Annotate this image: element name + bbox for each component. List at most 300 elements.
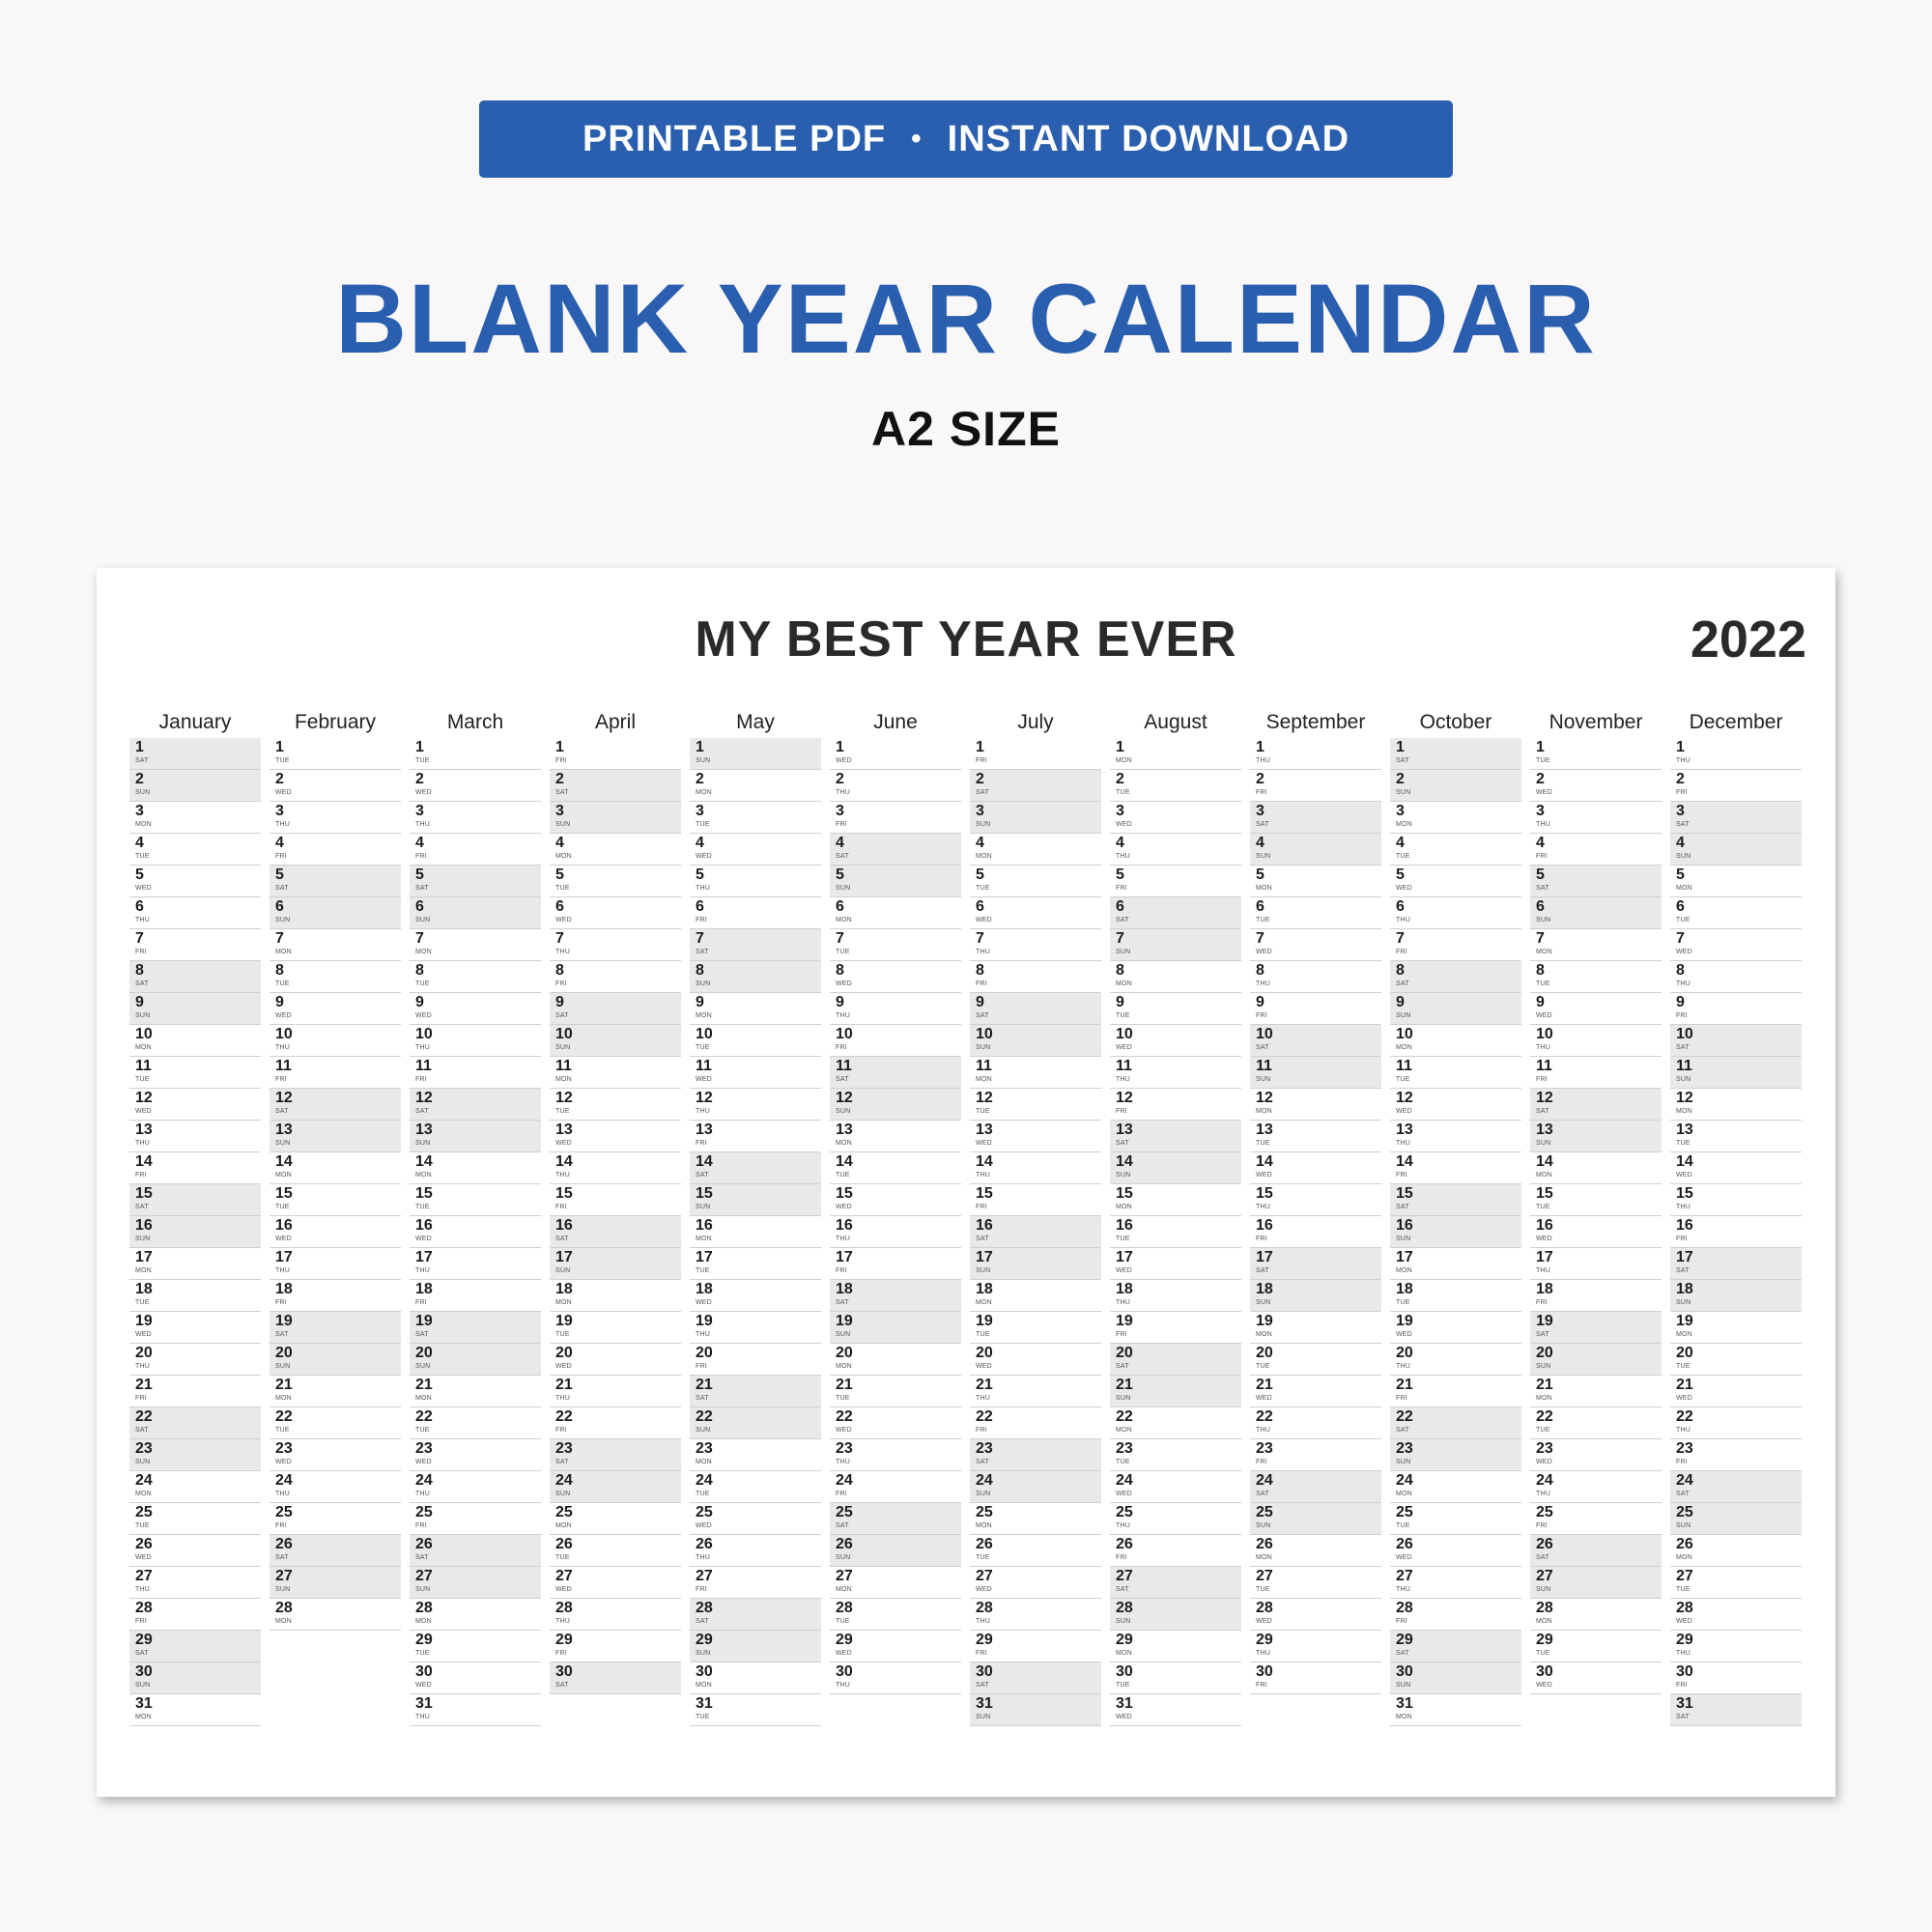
day-cell	[1390, 1376, 1521, 1407]
day-weekday: THU	[1256, 1204, 1270, 1210]
day-weekday: MON	[135, 1491, 152, 1497]
day-cell	[410, 1407, 541, 1439]
day-number: 4	[1396, 835, 1405, 851]
day-cell	[690, 1025, 821, 1057]
day-number: 10	[1536, 1026, 1553, 1042]
day-cell	[1670, 1057, 1802, 1089]
day-cell	[970, 770, 1101, 802]
day-cell	[1110, 1599, 1241, 1631]
day-cell	[1390, 1280, 1521, 1312]
day-number: 24	[275, 1472, 293, 1489]
day-weekday: SUN	[1676, 1299, 1691, 1306]
day-number: 28	[1116, 1600, 1133, 1616]
day-weekday: MON	[976, 853, 992, 860]
day-number: 29	[1536, 1632, 1553, 1648]
day-weekday: WED	[135, 1554, 152, 1561]
day-cell	[550, 1662, 681, 1694]
day-number: 20	[836, 1345, 853, 1361]
day-number: 30	[976, 1663, 993, 1680]
day-cell	[550, 738, 681, 770]
day-cell	[690, 1312, 821, 1344]
day-cell	[410, 1248, 541, 1280]
day-number: 27	[555, 1568, 573, 1584]
day-weekday: WED	[275, 789, 292, 796]
day-cell	[970, 1057, 1101, 1089]
day-cell	[1110, 897, 1241, 929]
page-subtitle: A2 SIZE	[871, 402, 1061, 456]
day-weekday: SAT	[976, 1236, 989, 1242]
day-number: 7	[135, 930, 144, 947]
day-number: 6	[836, 898, 844, 915]
day-cell	[550, 1407, 681, 1439]
day-number: 16	[1116, 1217, 1133, 1234]
day-number: 23	[415, 1440, 433, 1457]
day-weekday: THU	[1116, 1522, 1130, 1529]
day-weekday: TUE	[976, 1554, 990, 1561]
day-number: 19	[1676, 1313, 1693, 1329]
day-number: 31	[1116, 1695, 1133, 1712]
day-number: 1	[1396, 739, 1405, 755]
month-column-september	[1250, 709, 1381, 1694]
day-number: 6	[696, 898, 704, 915]
day-weekday: SAT	[1676, 1044, 1690, 1051]
day-weekday: SUN	[135, 1682, 151, 1689]
day-cell	[830, 1567, 961, 1599]
day-number: 4	[1116, 835, 1124, 851]
day-weekday: MON	[415, 949, 432, 955]
day-weekday: WED	[1676, 1395, 1692, 1402]
day-cell	[830, 738, 961, 770]
day-weekday: THU	[696, 1554, 710, 1561]
day-cell	[1390, 1121, 1521, 1152]
day-weekday: FRI	[135, 1172, 147, 1179]
day-cell	[270, 1344, 401, 1376]
day-number: 5	[275, 867, 284, 883]
day-weekday: FRI	[836, 1267, 847, 1274]
day-weekday: SUN	[1536, 917, 1551, 923]
day-number: 30	[1536, 1663, 1553, 1680]
day-number: 29	[135, 1632, 153, 1648]
day-number: 13	[976, 1122, 993, 1138]
day-cell	[970, 1694, 1101, 1726]
day-weekday: SUN	[1536, 1363, 1551, 1370]
day-number: 3	[1676, 803, 1685, 819]
day-weekday: TUE	[1256, 1586, 1270, 1593]
day-weekday: THU	[1116, 1299, 1130, 1306]
day-weekday: WED	[1676, 1618, 1692, 1625]
day-weekday: FRI	[1536, 1076, 1548, 1083]
day-cell	[129, 1631, 261, 1662]
day-weekday: TUE	[696, 1491, 710, 1497]
day-weekday: TUE	[836, 1172, 850, 1179]
day-cell	[830, 1089, 961, 1121]
day-weekday: THU	[275, 1044, 290, 1051]
day-number: 10	[1256, 1026, 1273, 1042]
day-weekday: SUN	[275, 1586, 291, 1593]
day-number: 12	[135, 1090, 153, 1106]
day-number: 5	[135, 867, 144, 883]
day-number: 9	[135, 994, 144, 1010]
day-cell	[1390, 1407, 1521, 1439]
day-number: 21	[1116, 1377, 1133, 1393]
day-weekday: TUE	[1256, 1363, 1270, 1370]
day-cell	[550, 1184, 681, 1216]
day-cell	[690, 1280, 821, 1312]
day-number: 22	[1676, 1408, 1693, 1425]
day-weekday: SUN	[275, 1363, 291, 1370]
day-weekday: SAT	[275, 1331, 289, 1338]
day-cell	[1250, 770, 1381, 802]
day-weekday: SAT	[135, 980, 149, 987]
day-cell	[270, 1121, 401, 1152]
day-weekday: FRI	[976, 1650, 987, 1657]
day-cell	[1670, 1025, 1802, 1057]
day-cell	[410, 1631, 541, 1662]
day-weekday: FRI	[555, 757, 567, 764]
day-weekday: MON	[415, 1395, 432, 1402]
day-number: 13	[415, 1122, 433, 1138]
day-weekday: FRI	[1396, 949, 1407, 955]
day-number: 30	[555, 1663, 573, 1680]
day-number: 25	[1536, 1504, 1553, 1520]
day-weekday: THU	[1256, 1650, 1270, 1657]
day-cell	[970, 1407, 1101, 1439]
day-number: 19	[415, 1313, 433, 1329]
day-weekday: SUN	[1676, 853, 1691, 860]
day-cell	[1670, 961, 1802, 993]
day-cell	[1250, 1152, 1381, 1184]
day-weekday: MON	[696, 789, 712, 796]
day-cell	[1670, 1631, 1802, 1662]
day-number: 16	[1536, 1217, 1553, 1234]
day-cell	[129, 993, 261, 1025]
day-weekday: THU	[275, 821, 290, 828]
day-cell	[550, 1152, 681, 1184]
day-number: 28	[1256, 1600, 1273, 1616]
day-number: 9	[1256, 994, 1264, 1010]
day-number: 20	[1256, 1345, 1273, 1361]
day-number: 13	[555, 1122, 573, 1138]
day-weekday: MON	[555, 1522, 572, 1529]
day-weekday: WED	[415, 1012, 432, 1019]
day-cell	[1390, 1503, 1521, 1535]
day-number: 12	[1116, 1090, 1133, 1106]
day-weekday: FRI	[1256, 1682, 1267, 1689]
day-number: 5	[1116, 867, 1124, 883]
day-number: 4	[836, 835, 844, 851]
day-number: 7	[1116, 930, 1124, 947]
day-cell	[1670, 1344, 1802, 1376]
day-weekday: SAT	[415, 1331, 429, 1338]
day-cell	[270, 1089, 401, 1121]
day-number: 25	[976, 1504, 993, 1520]
day-weekday: SUN	[1116, 949, 1131, 955]
promo-banner	[479, 100, 1453, 178]
day-cell	[1530, 1248, 1662, 1280]
day-cell	[270, 1184, 401, 1216]
day-cell	[1670, 1312, 1802, 1344]
day-number: 20	[696, 1345, 713, 1361]
day-weekday: WED	[836, 1204, 852, 1210]
day-weekday: TUE	[555, 1331, 570, 1338]
day-weekday: THU	[415, 821, 430, 828]
day-number: 20	[1396, 1345, 1413, 1361]
day-number: 5	[1396, 867, 1405, 883]
day-number: 13	[135, 1122, 153, 1138]
day-weekday: MON	[976, 1522, 992, 1529]
day-weekday: WED	[1116, 1491, 1132, 1497]
day-weekday: WED	[1396, 1554, 1412, 1561]
day-cell	[129, 1121, 261, 1152]
day-weekday: SUN	[555, 1491, 571, 1497]
day-cell	[1110, 1280, 1241, 1312]
day-weekday: THU	[1256, 1427, 1270, 1434]
day-cell	[970, 897, 1101, 929]
month-column-april	[550, 709, 681, 1694]
day-cell	[1250, 866, 1381, 897]
day-number: 30	[1256, 1663, 1273, 1680]
day-weekday: MON	[1396, 821, 1412, 828]
day-weekday: WED	[696, 853, 712, 860]
day-weekday: FRI	[1256, 789, 1267, 796]
day-number: 14	[415, 1153, 433, 1170]
day-number: 17	[275, 1249, 293, 1265]
banner-separator: •	[911, 123, 923, 155]
day-cell	[830, 1280, 961, 1312]
day-weekday: MON	[135, 1044, 152, 1051]
day-cell	[1670, 834, 1802, 866]
day-cell	[1390, 1089, 1521, 1121]
day-number: 19	[836, 1313, 853, 1329]
day-weekday: WED	[696, 1522, 712, 1529]
day-cell	[830, 866, 961, 897]
day-cell	[270, 1535, 401, 1567]
day-cell	[830, 993, 961, 1025]
day-cell	[690, 1376, 821, 1407]
day-weekday: WED	[135, 1108, 152, 1115]
day-weekday: FRI	[1676, 1459, 1688, 1465]
day-cell	[1530, 738, 1662, 770]
day-weekday: TUE	[1396, 1299, 1410, 1306]
day-weekday: SAT	[976, 1012, 989, 1019]
day-number: 24	[836, 1472, 853, 1489]
day-cell	[1110, 1407, 1241, 1439]
day-cell	[1670, 1694, 1802, 1726]
month-name: February	[294, 711, 377, 733]
day-number: 21	[976, 1377, 993, 1393]
day-cell	[830, 802, 961, 834]
day-cell	[410, 738, 541, 770]
day-number: 6	[1116, 898, 1124, 915]
day-weekday: TUE	[836, 1395, 850, 1402]
day-cell	[1530, 1662, 1662, 1694]
day-cell	[1250, 1471, 1381, 1503]
day-number: 25	[836, 1504, 853, 1520]
day-weekday: WED	[1256, 1395, 1272, 1402]
month-column-december	[1670, 709, 1802, 1726]
day-weekday: MON	[1256, 1108, 1272, 1115]
day-cell	[690, 1567, 821, 1599]
day-cell	[129, 834, 261, 866]
day-weekday: SUN	[1256, 1522, 1271, 1529]
day-cell	[690, 1407, 821, 1439]
day-cell	[690, 1439, 821, 1471]
day-cell	[129, 1312, 261, 1344]
day-weekday: THU	[1396, 1586, 1410, 1593]
day-number: 5	[1256, 867, 1264, 883]
day-number: 18	[275, 1281, 293, 1297]
day-weekday: WED	[1256, 1172, 1272, 1179]
day-weekday: TUE	[1116, 1459, 1130, 1465]
day-number: 30	[1116, 1663, 1133, 1680]
day-cell	[690, 770, 821, 802]
day-cell	[1250, 1216, 1381, 1248]
day-cell	[1670, 1535, 1802, 1567]
day-number: 24	[555, 1472, 573, 1489]
day-weekday: TUE	[1116, 1682, 1130, 1689]
day-weekday: MON	[135, 1714, 152, 1720]
day-number: 22	[976, 1408, 993, 1425]
day-weekday: SAT	[1396, 1650, 1409, 1657]
day-weekday: SUN	[836, 1554, 851, 1561]
day-number: 13	[1676, 1122, 1693, 1138]
day-cell	[1530, 1184, 1662, 1216]
day-cell	[410, 1057, 541, 1089]
day-number: 21	[1396, 1377, 1413, 1393]
day-number: 17	[555, 1249, 573, 1265]
day-number: 21	[1256, 1377, 1273, 1393]
day-number: 9	[696, 994, 704, 1010]
day-weekday: THU	[696, 885, 710, 892]
day-number: 12	[1256, 1090, 1273, 1106]
day-weekday: TUE	[135, 1076, 150, 1083]
day-weekday: SAT	[1116, 917, 1129, 923]
day-number: 15	[275, 1185, 293, 1202]
day-cell	[1530, 897, 1662, 929]
day-number: 25	[135, 1504, 153, 1520]
day-number: 18	[1676, 1281, 1693, 1297]
day-number: 1	[696, 739, 704, 755]
day-number: 26	[1256, 1536, 1273, 1552]
day-number: 27	[1676, 1568, 1693, 1584]
day-number: 5	[555, 867, 564, 883]
day-cell	[410, 866, 541, 897]
day-weekday: MON	[696, 1682, 712, 1689]
day-number: 24	[415, 1472, 433, 1489]
day-weekday: SAT	[135, 757, 149, 764]
day-number: 28	[836, 1600, 853, 1616]
day-cell	[970, 1216, 1101, 1248]
day-weekday: MON	[415, 1172, 432, 1179]
day-weekday: SUN	[836, 885, 851, 892]
day-weekday: TUE	[696, 821, 710, 828]
day-cell	[970, 1503, 1101, 1535]
day-number: 7	[696, 930, 704, 947]
day-number: 8	[976, 962, 984, 979]
day-number: 1	[415, 739, 424, 755]
day-cell	[1530, 1503, 1662, 1535]
day-cell	[270, 1152, 401, 1184]
day-number: 24	[1396, 1472, 1413, 1489]
day-weekday: THU	[1676, 1650, 1690, 1657]
day-number: 27	[696, 1568, 713, 1584]
day-number: 23	[1256, 1440, 1273, 1457]
day-cell	[270, 929, 401, 961]
day-weekday: SUN	[976, 1044, 991, 1051]
day-number: 7	[1256, 930, 1264, 947]
day-number: 27	[1396, 1568, 1413, 1584]
day-cell	[1390, 929, 1521, 961]
day-cell	[129, 1216, 261, 1248]
day-cell	[270, 1025, 401, 1057]
day-cell	[690, 897, 821, 929]
day-number: 10	[696, 1026, 713, 1042]
day-cell	[970, 1184, 1101, 1216]
day-number: 1	[135, 739, 144, 755]
day-number: 18	[696, 1281, 713, 1297]
day-cell	[1670, 1152, 1802, 1184]
day-weekday: THU	[976, 949, 990, 955]
day-weekday: THU	[976, 1618, 990, 1625]
day-cell	[1390, 1057, 1521, 1089]
day-weekday: SAT	[1256, 1267, 1269, 1274]
day-weekday: FRI	[1256, 1236, 1267, 1242]
day-cell	[129, 802, 261, 834]
day-cell	[970, 1662, 1101, 1694]
day-cell	[1110, 1662, 1241, 1694]
day-number: 1	[1676, 739, 1685, 755]
day-weekday: TUE	[1396, 1522, 1410, 1529]
day-cell	[1670, 1376, 1802, 1407]
day-cell	[410, 1152, 541, 1184]
day-weekday: THU	[135, 1140, 150, 1147]
day-cell	[1670, 1599, 1802, 1631]
day-weekday: THU	[1116, 853, 1130, 860]
day-number: 23	[1536, 1440, 1553, 1457]
day-number: 5	[1536, 867, 1545, 883]
day-weekday: TUE	[1536, 757, 1550, 764]
day-cell	[1670, 866, 1802, 897]
month-column-november	[1530, 709, 1662, 1694]
day-number: 21	[415, 1377, 433, 1393]
day-cell	[129, 1567, 261, 1599]
day-number: 9	[1396, 994, 1405, 1010]
day-cell	[129, 1407, 261, 1439]
day-number: 9	[275, 994, 284, 1010]
day-weekday: THU	[275, 1267, 290, 1274]
day-number: 23	[836, 1440, 853, 1457]
day-weekday: TUE	[1536, 980, 1550, 987]
month-column-may	[690, 709, 821, 1726]
day-cell	[1530, 866, 1662, 897]
day-number: 22	[415, 1408, 433, 1425]
day-number: 22	[1536, 1408, 1553, 1425]
day-number: 28	[976, 1600, 993, 1616]
day-weekday: MON	[275, 1172, 292, 1179]
day-cell	[1250, 1057, 1381, 1089]
day-cell	[270, 1280, 401, 1312]
day-number: 6	[415, 898, 424, 915]
day-cell	[550, 1312, 681, 1344]
day-number: 8	[555, 962, 564, 979]
day-number: 24	[1256, 1472, 1273, 1489]
day-number: 15	[836, 1185, 853, 1202]
day-weekday: FRI	[1116, 1331, 1127, 1338]
day-number: 23	[555, 1440, 573, 1457]
day-weekday: TUE	[275, 1427, 290, 1434]
day-number: 16	[275, 1217, 293, 1234]
day-number: 25	[1256, 1504, 1273, 1520]
